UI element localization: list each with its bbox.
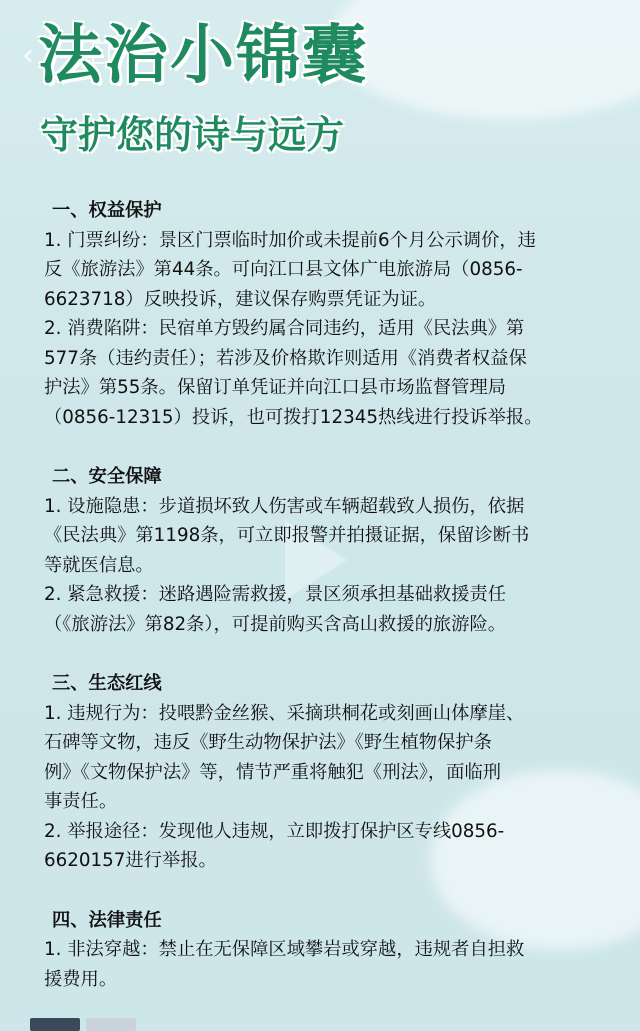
section-safety [44, 462, 599, 639]
text-line: 事责任。 [44, 791, 118, 812]
text-line: 例》《文物保护法》等，情节严重将触犯《刑法》，面临刑 [44, 761, 502, 783]
text-line: 2. 举报途径：发现他人违规，立即拨打保护区专线0856- [44, 820, 505, 842]
text-line: 1. 违规行为：投喂黔金丝猴、采摘珙桐花或刻画山体摩崖、 [44, 702, 525, 724]
text-line: 6623718）反映投诉，建议保存购票凭证为证。 [44, 288, 437, 310]
cloud-decoration-top [330, 0, 640, 120]
section-ecology [44, 669, 599, 876]
thumbnail-2[interactable] [86, 1018, 136, 1031]
text-line: 1. 非法穿越：禁止在无保障区域攀岩或穿越，违规者自担救 [44, 939, 525, 960]
text-line: 1. 门票纠纷：景区门票临时加价或未提前6个月公示调价，违 [44, 229, 536, 251]
text-line: 援费用。 [44, 968, 118, 990]
page-title: 法治小锦囊 [38, 19, 368, 93]
text-line: 6620157进行举报。 [44, 850, 217, 871]
text-line: 2. 紧急救援：迷路遇险需救援，景区须承担基础救援责任 [44, 584, 507, 605]
thumbnail-1[interactable] [30, 1018, 80, 1031]
page-subtitle: 守护您的诗与远方 [40, 113, 345, 157]
text-line: （0856-12315）投诉，也可拨打12345热线进行投诉举报。 [44, 406, 543, 428]
section-heading: 三、生态红线 [52, 673, 162, 694]
section-legal [44, 906, 599, 995]
section-heading: 二、安全保障 [52, 466, 162, 487]
text-line: 577条（违约责任）；若涉及价格欺诈则适用《消费者权益保 [44, 347, 527, 369]
document-body [44, 196, 599, 994]
text-line: 《民法典》第1198条，可立即报警并拍摄证据，保留诊断书 [44, 525, 530, 546]
section-rights [44, 196, 599, 432]
section-heading: 一、权益保护 [52, 200, 162, 221]
text-line: 等就医信息。 [44, 554, 154, 576]
text-line: 2. 消费陷阱：民宿单方毁约属合同违约，适用《民法典》第 [44, 318, 525, 339]
text-line: 1. 设施隐患：步道损坏致人伤害或车辆超载致人损伤，依据 [44, 495, 525, 517]
text-line: 护法》第55条。保留订单凭证并向江口县市场监督管理局 [44, 377, 507, 398]
back-arrow-icon[interactable]: ‹ [22, 38, 34, 73]
text-line: （《旅游法》第82条），可提前购买含高山救援的旅游险。 [44, 613, 507, 635]
text-line: 反《旅游法》第44条。可向江口县文体广电旅游局（0856- [44, 259, 523, 280]
text-line: 石碑等文物，违反《野生动物保护法》《野生植物保护条 [44, 732, 492, 753]
section-heading: 四、法律责任 [52, 909, 162, 931]
